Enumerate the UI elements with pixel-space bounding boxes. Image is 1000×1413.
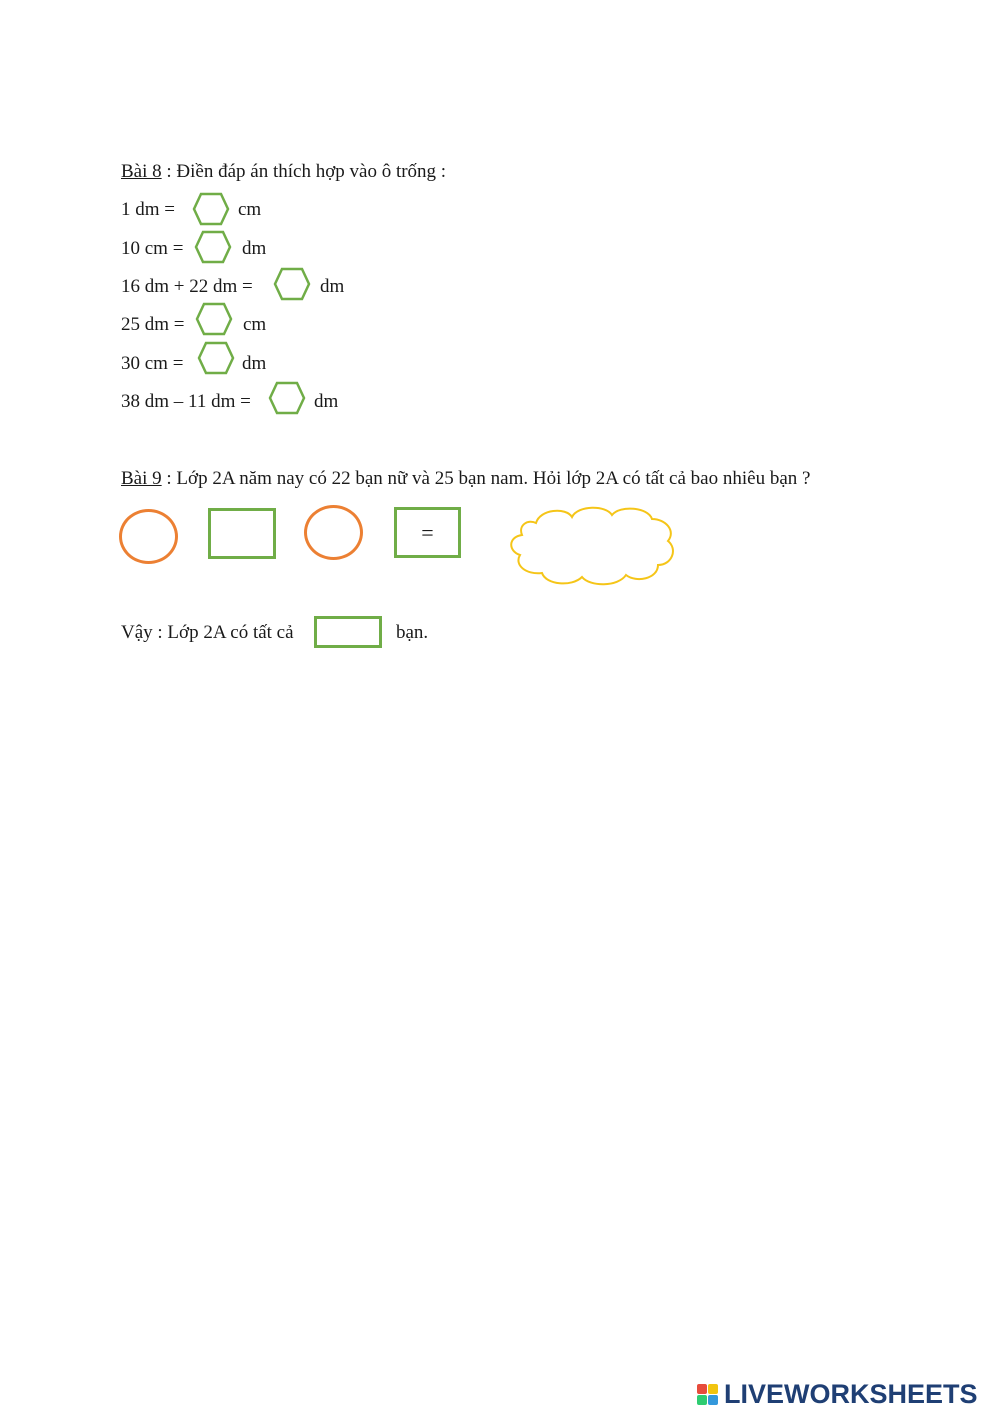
bai9-heading — [121, 467, 810, 491]
logo-text: LIVEWORKSHEETS — [724, 1378, 978, 1409]
liveworksheets-logo-icon — [697, 1384, 718, 1405]
answer-hexagon-2[interactable] — [194, 230, 232, 264]
bai8-row1-left: 1 dm = — [121, 199, 175, 220]
answer-hexagon-3[interactable] — [273, 267, 311, 301]
bai9-question: : Lớp 2A năm nay có 22 bạn nữ và 25 bạn nam. Hỏi lớp 2A có tất cả bao nhiêu bạn ? — [161, 468, 811, 489]
answer-prefix: Vậy : Lớp 2A có tất cả — [121, 622, 294, 643]
operand-circle-2[interactable] — [304, 505, 363, 560]
answer-box[interactable] — [314, 616, 382, 648]
bai8-row4-unit: cm — [243, 314, 267, 335]
bai8-row6-left: 38 dm – 11 dm = — [121, 391, 251, 412]
bai8-row6-unit: dm — [314, 391, 339, 412]
answer-suffix: bạn. — [396, 622, 429, 643]
bai8-row1-unit: cm — [238, 199, 262, 220]
result-cloud[interactable] — [506, 503, 678, 589]
liveworksheets-logo — [697, 1377, 978, 1411]
answer-hexagon-4[interactable] — [195, 302, 233, 336]
answer-hexagon-5[interactable] — [197, 341, 235, 375]
equals-sign: = — [421, 519, 434, 545]
answer-hexagon-6[interactable] — [268, 381, 306, 415]
bai8-title: Bài 8 — [121, 161, 162, 182]
bai8-instruction: : Điền đáp án thích hợp vào ô trống : — [161, 161, 447, 182]
answer-hexagon-1[interactable] — [192, 192, 230, 226]
bai8-row5-left: 30 cm = — [121, 353, 184, 374]
bai8-heading — [121, 160, 446, 184]
bai8-row5-unit: dm — [242, 353, 267, 374]
bai8-row2-left: 10 cm = — [121, 238, 184, 259]
bai8-row4-left: 25 dm = — [121, 314, 185, 335]
operand-circle-1[interactable] — [119, 509, 178, 564]
equals-box — [394, 507, 461, 558]
bai8-row2-unit: dm — [242, 238, 267, 259]
bai9-title: Bài 9 — [121, 468, 162, 489]
bai8-row3-left: 16 dm + 22 dm = — [121, 276, 253, 297]
operator-box[interactable] — [208, 508, 276, 559]
bai8-row3-unit: dm — [320, 276, 345, 297]
